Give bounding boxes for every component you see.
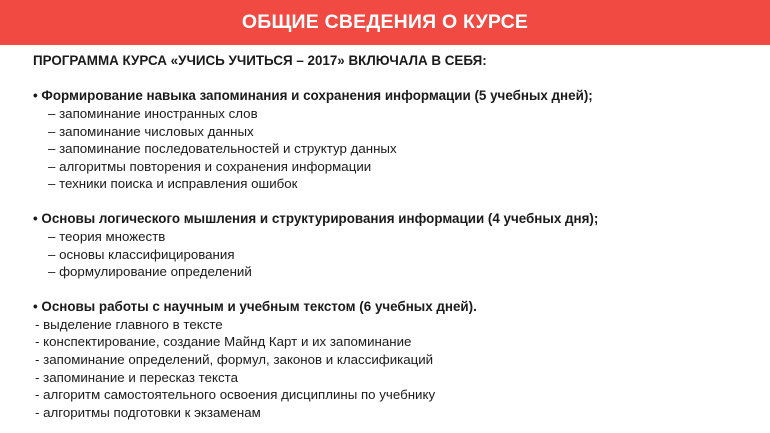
header-banner [0, 0, 770, 45]
section-text [33, 298, 753, 422]
list-item: – основы классифицирования [48, 246, 235, 262]
list-item: – техники поиска и исправления ошибок [48, 176, 298, 192]
section-title: • Формирование навыка запоминания и сохранения информации (5 учебных дней); [33, 88, 593, 103]
list-item: - алгоритмы подготовки к экзаменам [35, 404, 261, 420]
list-item: – формулирование определений [48, 264, 252, 280]
section-items [33, 316, 753, 422]
page-title: ОБЩИЕ СВЕДЕНИЯ О КУРСЕ [241, 11, 529, 33]
list-item: - конспектирование, создание Майнд Карт и их запоминание [35, 334, 412, 350]
list-item: – запоминание иностранных слов [48, 106, 258, 121]
list-item: - запоминание и пересказ текста [35, 369, 238, 385]
list-item: - алгоритм самостоятельного освоения дисциплины по учебнику [35, 387, 436, 403]
list-item: – алгоритмы повторения и сохранения информации [48, 158, 372, 174]
program-heading: ПРОГРАММА КУРСА «УЧИСЬ УЧИТЬСЯ – 2017» ВКЛЮЧАЛА В СЕБЯ: [33, 53, 487, 68]
section-items [33, 228, 753, 281]
list-item: - запоминание определений, формул, законов и классификаций [35, 351, 434, 367]
list-item: – запоминание последовательностей и структур данных [48, 141, 397, 157]
section-logic [33, 210, 753, 281]
section-title: • Основы работы с научным и учебным текстом (6 учебных дней). [33, 298, 477, 314]
list-item: – теория множеств [48, 228, 166, 244]
list-item: - выделение главного в тексте [35, 316, 223, 332]
course-content [33, 52, 753, 421]
list-item: – запоминание числовых данных [48, 123, 254, 139]
section-memory [33, 87, 753, 193]
section-title: • Основы логического мышления и структурирования информации (4 учебных дня); [33, 210, 599, 226]
section-items [33, 105, 753, 193]
